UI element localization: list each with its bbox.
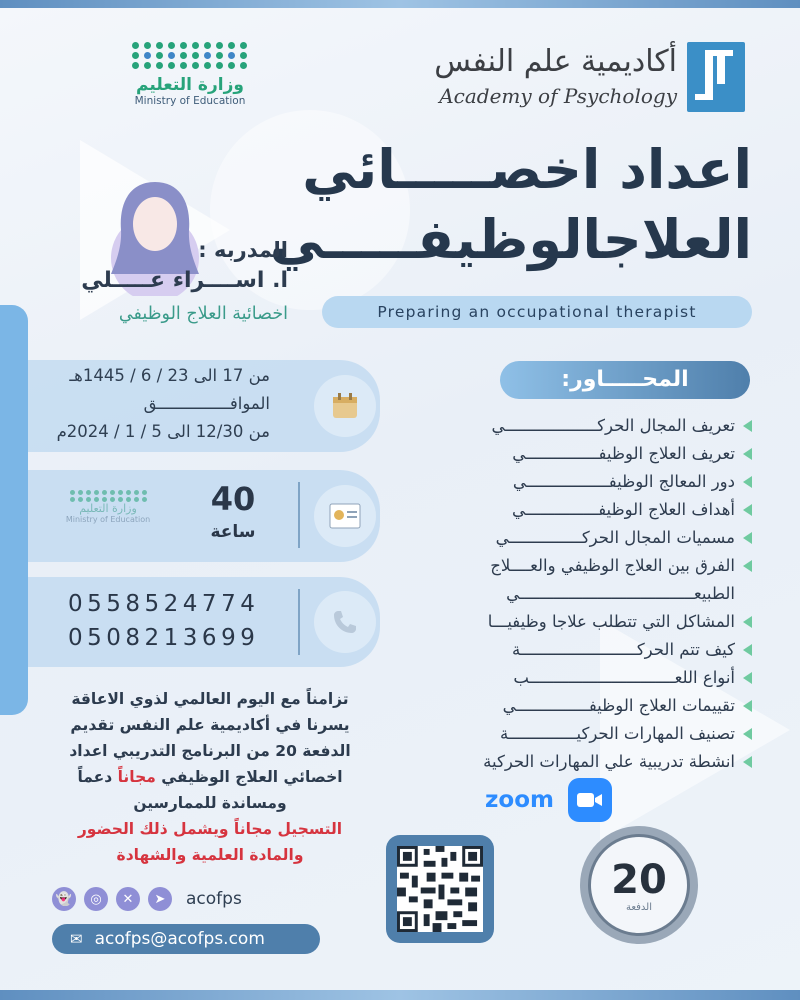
bullet-icon (743, 644, 752, 656)
axes-item-text: انشطة تدريبية علي المهارات الحركية (483, 752, 735, 771)
batch-label: الدفعة (625, 901, 653, 913)
hours-unit: ساعة (210, 522, 256, 542)
description-line: الدفعة 20 من البرنامج التدريبي اعداد (69, 742, 351, 760)
x-icon[interactable]: ✕ (116, 887, 140, 911)
axes-item-text: دور المعالج الوظيفـــــــــــــــــي (512, 472, 735, 491)
axes-item (412, 692, 752, 720)
axes-list (412, 412, 752, 776)
trainer-role: اخصائية العلاج الوظيفي (118, 304, 288, 324)
hours-ministry-name-en: Ministry of Education (65, 515, 151, 524)
snapchat-icon[interactable]: 👻 (52, 887, 76, 911)
top-decor-bar (0, 0, 800, 8)
axes-item-text: الفرق بين العلاج الوظيفي والعــــلاج الطبيعــــــــــــــــــــــــــــــــــــي (490, 556, 735, 603)
trainer-label: المدربه : (198, 238, 288, 262)
axes-item (412, 720, 752, 748)
bullet-icon (743, 448, 752, 460)
axes-item (412, 552, 752, 608)
axes-item-text: تعريف العلاج الوظيفـــــــــــــــي (512, 444, 735, 463)
bullet-icon (743, 532, 752, 544)
social-row (52, 887, 242, 911)
social-handle[interactable]: acofps (186, 889, 242, 909)
email-address[interactable]: acofps@acofps.com (94, 929, 265, 949)
axes-item-text: أهداف العلاج الوظيفـــــــــــــــي (511, 500, 735, 519)
description-line: تزامناً مع اليوم العالمي لذوي الاعاقة (71, 690, 349, 708)
axes-item-text: أنواع اللعــــــــــــــــــــــــــــــب (513, 668, 735, 687)
academy-name-en: Academy of Psychology (439, 84, 677, 108)
academy-logo (415, 40, 745, 116)
calendar-icon (314, 375, 376, 437)
axes-item (412, 524, 752, 552)
bullet-icon (743, 700, 752, 712)
axes-item (412, 748, 752, 776)
description-line: يسرنا في أكاديمية علم النفس تقديم (70, 716, 350, 734)
axes-item (412, 412, 752, 440)
phone-icon[interactable] (314, 591, 376, 653)
axes-item-text: مسميات المجال الحركـــــــــــــــي (495, 528, 735, 547)
dates-line2: الموافـــــــــــــــق (143, 394, 270, 413)
axes-title-pill: المحـــــاور: (500, 361, 750, 399)
zoom-camera-icon (568, 778, 612, 822)
certificate-icon (314, 485, 376, 547)
batch-badge-inner (588, 834, 690, 936)
support-word: دعماً (77, 768, 113, 786)
axes-item (412, 608, 752, 636)
description-line-4 (40, 764, 380, 790)
telegram-icon[interactable]: ➤ (148, 887, 172, 911)
zoom-label: zoom (485, 787, 554, 813)
title-line1: اعداد اخصـــــائي (302, 138, 752, 201)
dates-line3: من 12/30 الى 5 / 1 / 2024م (56, 422, 270, 441)
hours-card (28, 470, 380, 562)
phones-divider (298, 589, 300, 655)
bullet-icon (743, 616, 752, 628)
title-english-pill: Preparing an occupational therapist (322, 296, 752, 328)
bullet-icon (743, 756, 752, 768)
ministry-name-ar: وزارة التعليم (136, 75, 244, 95)
hours-value: 40 (210, 480, 256, 518)
bullet-icon (743, 728, 752, 740)
left-decor-stripe (0, 305, 28, 715)
hours-ministry-logo (58, 490, 158, 524)
batch-badge (580, 826, 698, 944)
academy-name-ar: أكاديمية علم النفس (434, 44, 677, 79)
academy-emblem-icon (687, 42, 745, 112)
description-block (40, 686, 380, 868)
axes-item-text: المشاكل التي تتطلب علاجا وظيفيـــا (487, 612, 735, 631)
ministry-logo (120, 42, 260, 107)
axes-item-text: تقييمات العلاج الوظيفـــــــــــــــي (502, 696, 735, 715)
axes-item-text: تصنيف المهارات الحركيــــــــــــــة (499, 724, 735, 743)
title-line2: العلاجالوظيفـــــي (269, 208, 752, 271)
batch-number: 20 (611, 856, 667, 903)
phone-number-1[interactable]: 0558524774 (68, 591, 260, 617)
ministry-dots-icon (132, 42, 248, 69)
registration-line: والمادة العلمية والشهادة (116, 846, 304, 864)
axes-item (412, 468, 752, 496)
registration-line: التسجيل مجاناً ويشمل ذلك الحضور (77, 820, 343, 838)
instagram-icon[interactable]: ◎ (84, 887, 108, 911)
axes-item (412, 440, 752, 468)
bullet-icon (743, 672, 752, 684)
email-pill[interactable] (52, 924, 320, 954)
bullet-icon (743, 504, 752, 516)
bullet-icon (743, 476, 752, 488)
mail-icon: ✉ (70, 930, 83, 948)
phones-card (28, 577, 380, 667)
zoom-logo (485, 778, 612, 822)
hours-ministry-name-ar: وزارة التعليم (79, 502, 137, 515)
description-line: اخصائي العلاج الوظيفي (161, 768, 343, 786)
description-line: ومساندة للممارسين (133, 794, 287, 812)
hours-divider (298, 482, 300, 548)
axes-item-text: تعريف المجال الحركـــــــــــــــــــي (491, 416, 735, 435)
axes-item (412, 496, 752, 524)
dates-line1: من 17 الى 23 / 6 / 1445هـ (69, 366, 270, 385)
bottom-decor-bar (0, 990, 800, 1000)
axes-item (412, 636, 752, 664)
axes-item (412, 664, 752, 692)
bullet-icon (743, 560, 752, 572)
dates-card (28, 360, 380, 452)
qr-code-icon[interactable] (397, 846, 483, 932)
phone-number-2[interactable]: 0508213699 (68, 625, 260, 651)
bullet-icon (743, 420, 752, 432)
ministry-name-en: Ministry of Education (134, 95, 246, 107)
trainer-name: ا. اســــراء عـــــلي (81, 268, 288, 293)
hours-ministry-dots-icon (70, 490, 147, 502)
free-word: مجاناً (117, 768, 156, 786)
axes-item-text: كيف تتم الحركــــــــــــــــــــــــة (511, 640, 735, 659)
qr-code-frame[interactable] (386, 835, 494, 943)
